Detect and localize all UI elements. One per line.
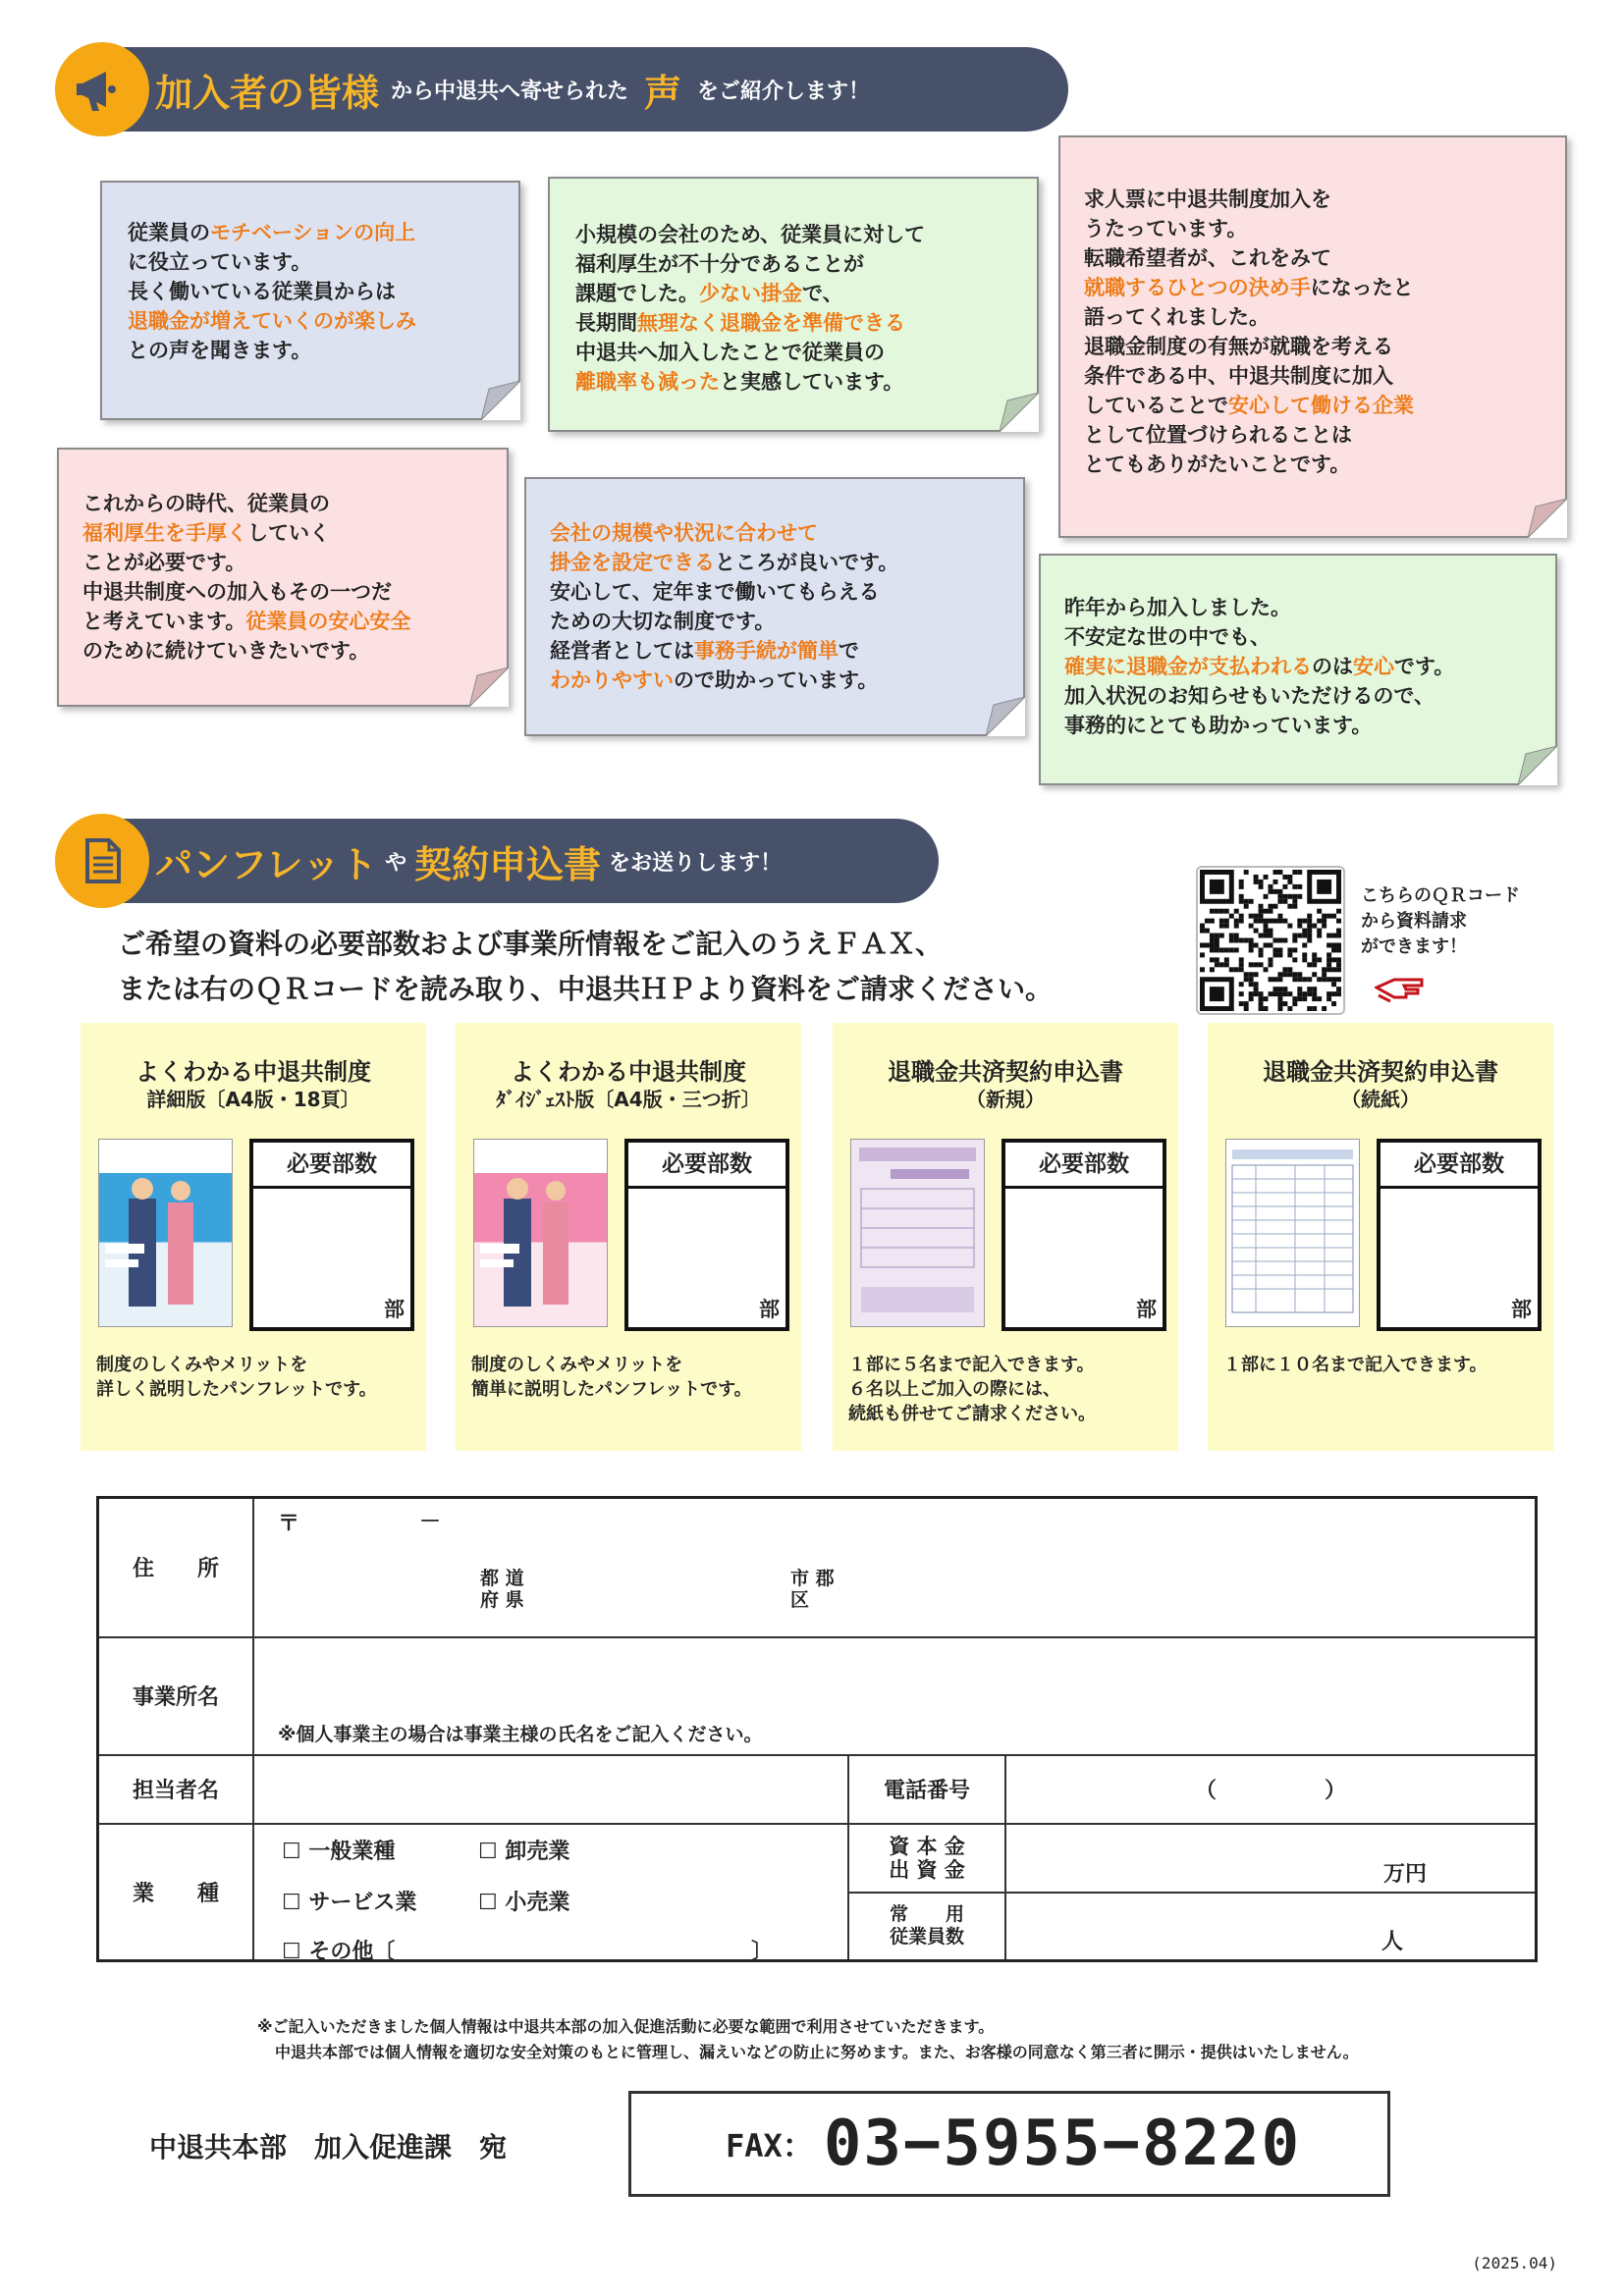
banner-title-1: パンフレット bbox=[155, 842, 378, 886]
note-highlight: 会社の規模や状況に合わせて bbox=[550, 521, 818, 545]
option-service[interactable]: ☐ サービス業 bbox=[282, 1890, 417, 1915]
card-description bbox=[1223, 1353, 1488, 1377]
quantity-unit: 部 bbox=[1136, 1298, 1157, 1321]
note-highlight: 従業員の安心安全 bbox=[245, 610, 411, 633]
quantity-field-application-new[interactable] bbox=[1001, 1139, 1166, 1331]
note-highlight: 事務手続が簡単 bbox=[694, 639, 839, 663]
note-highlight: 少ない掛金 bbox=[699, 282, 802, 305]
qr-code-image bbox=[1200, 870, 1341, 1011]
quantity-unit: 部 bbox=[759, 1298, 780, 1321]
page-fold-icon bbox=[1528, 499, 1567, 538]
note-text: です。 bbox=[1394, 655, 1455, 678]
document-icon bbox=[55, 814, 149, 908]
note-text: していることで bbox=[1084, 394, 1228, 417]
note-text: 長く働いている従業員からは bbox=[128, 280, 396, 303]
pointing-hand-icon bbox=[1375, 972, 1432, 1003]
note-text: と考えています。 bbox=[82, 610, 246, 633]
contact-label: 担当者名 bbox=[98, 1755, 254, 1824]
card-subtitle: 詳細版〔A4版・18頁〕 bbox=[146, 1088, 360, 1111]
banner-title-1: 加入者の皆様 bbox=[155, 71, 380, 115]
fax-box bbox=[628, 2091, 1390, 2197]
note-text: していく bbox=[247, 521, 330, 545]
city-suffix bbox=[790, 1568, 835, 1611]
qr-note bbox=[1361, 883, 1520, 960]
quantity-unit: 部 bbox=[384, 1298, 405, 1321]
form-thumbnail bbox=[1225, 1139, 1360, 1327]
note-text: になったと bbox=[1310, 276, 1414, 299]
quantity-label: 必要部数 bbox=[253, 1143, 410, 1189]
note-text: 不安定な世の中でも、 bbox=[1064, 625, 1271, 649]
option-label: 卸売業 bbox=[505, 1839, 570, 1864]
contact-field[interactable] bbox=[253, 1755, 848, 1824]
option-general[interactable]: ☐ 一般業種 bbox=[282, 1839, 396, 1864]
quantity-field-digest[interactable] bbox=[624, 1139, 789, 1331]
note-text: 語ってくれました。 bbox=[1084, 305, 1270, 329]
address-field[interactable] bbox=[253, 1498, 1537, 1637]
page-fold-icon bbox=[1518, 746, 1557, 785]
note-highlight: 安心して働ける企業 bbox=[1228, 394, 1414, 417]
note-text: と実感しています。 bbox=[720, 370, 904, 394]
employees-label-line: 常 用 bbox=[889, 1903, 964, 1926]
note-text: ことが必要です。 bbox=[82, 551, 246, 574]
card-title: 退職金共済契約申込書 bbox=[888, 1058, 1123, 1086]
note-text: で、 bbox=[802, 282, 843, 305]
card-title: よくわかる中退共制度 bbox=[511, 1058, 746, 1086]
desc-line: 制度のしくみやメリットを bbox=[96, 1355, 308, 1375]
note-text: 課題でした。 bbox=[575, 282, 699, 305]
note-highlight: モチベーションの向上 bbox=[210, 221, 416, 244]
quantity-field-application-continuation[interactable] bbox=[1377, 1139, 1542, 1331]
option-label: サービス業 bbox=[308, 1890, 417, 1915]
banner-title-2: 声 bbox=[644, 71, 682, 115]
pref-line: 都 道 bbox=[480, 1568, 524, 1589]
option-wholesale[interactable]: ☐ 卸売業 bbox=[478, 1839, 570, 1864]
phone-field[interactable] bbox=[1005, 1755, 1537, 1824]
desc-line: 簡単に説明したパンフレットです。 bbox=[471, 1379, 752, 1400]
phone-paren: （ ） bbox=[1194, 1779, 1346, 1803]
postal-dash: － bbox=[419, 1510, 442, 1534]
note-highlight: 離職率も減った bbox=[575, 370, 720, 394]
card-description bbox=[96, 1353, 377, 1402]
destination: 中退共本部 加入促進課 宛 bbox=[149, 2131, 508, 2163]
capital-label bbox=[848, 1824, 1005, 1893]
quantity-label: 必要部数 bbox=[1005, 1143, 1163, 1189]
privacy-note-1: ※ご記入いただきました個人情報は中退共本部の加入促進活動に必要な範囲で利用させていただきます。 bbox=[257, 2017, 995, 2036]
note-text: 条件である中、中退共制度に加入 bbox=[1084, 364, 1393, 388]
note-text: とてもありがたいことです。 bbox=[1084, 453, 1351, 476]
issue-date: (2025.04) bbox=[1472, 2254, 1557, 2272]
capital-label-line: 資 本 金 bbox=[889, 1834, 965, 1858]
card-subtitle: （続紙） bbox=[1341, 1088, 1420, 1111]
note-highlight: 掛金を設定できる bbox=[550, 551, 715, 574]
capital-label-line: 出 資 金 bbox=[889, 1857, 965, 1882]
quantity-label: 必要部数 bbox=[1380, 1143, 1538, 1189]
form-thumbnail bbox=[850, 1139, 985, 1327]
note-text: 経営者としては bbox=[550, 639, 694, 663]
qr-note-line: こちらのＱＲコード bbox=[1361, 885, 1520, 906]
note-highlight: わかりやすい bbox=[550, 668, 674, 692]
phone-label: 電話番号 bbox=[848, 1755, 1005, 1824]
city-line: 市 郡 bbox=[790, 1568, 835, 1589]
card-description bbox=[848, 1353, 1096, 1426]
desc-line: １部に５名まで記入できます。 bbox=[848, 1355, 1095, 1375]
page-fold-icon bbox=[469, 667, 509, 707]
option-other-bracket: 〕 bbox=[751, 1939, 774, 1964]
note-text: ところが良いです。 bbox=[715, 551, 899, 574]
voice-note-3 bbox=[1058, 135, 1567, 538]
banner-text-2: をご紹介します！ bbox=[697, 79, 871, 104]
fax-number[interactable]: 03−5955−8220 bbox=[823, 2108, 1302, 2180]
prefecture-suffix bbox=[480, 1568, 524, 1611]
note-highlight: 就職するひとつの決め手 bbox=[1084, 276, 1311, 299]
desc-line: 続紙も併せてご請求ください。 bbox=[848, 1404, 1096, 1424]
industry-options bbox=[253, 1824, 848, 1964]
option-label: 小売業 bbox=[505, 1890, 570, 1915]
employees-label bbox=[848, 1893, 1005, 1961]
note-text: 転職希望者が、これをみて bbox=[1084, 246, 1331, 270]
voice-note-6 bbox=[1039, 554, 1557, 785]
address-label: 住 所 bbox=[98, 1498, 254, 1637]
fax-label: FAX： bbox=[726, 2127, 814, 2164]
office-name-field[interactable] bbox=[253, 1637, 1537, 1755]
megaphone-icon bbox=[55, 42, 149, 136]
quantity-label: 必要部数 bbox=[628, 1143, 785, 1189]
note-text: との声を聞きます。 bbox=[128, 339, 312, 362]
note-text: に役立っています。 bbox=[128, 250, 312, 274]
card-description bbox=[471, 1353, 752, 1402]
note-text: として位置づけられることは bbox=[1084, 423, 1352, 447]
note-text: 中退共制度への加入もその一つだ bbox=[82, 580, 392, 604]
intro-line-1: ご希望の資料の必要部数および事業所情報をご記入のうえＦＡＸ、 bbox=[118, 928, 944, 960]
qr-code[interactable] bbox=[1196, 866, 1345, 1015]
pamphlet-card-detailed bbox=[81, 1023, 426, 1451]
banner-text-1: から中退共へ寄せられた bbox=[391, 79, 629, 104]
note-highlight: 無理なく退職金を準備できる bbox=[637, 311, 905, 335]
pamphlet-banner bbox=[57, 819, 939, 903]
desc-line: ６名以上ご加入の際には、 bbox=[848, 1379, 1060, 1400]
employees-field[interactable] bbox=[1005, 1893, 1537, 1961]
option-other[interactable]: ☐ その他〔 bbox=[282, 1939, 396, 1964]
note-text: 退職金制度の有無が就職を考える bbox=[1084, 335, 1393, 358]
office-note: ※個人事業主の場合は事業主様の氏名をご記入ください。 bbox=[278, 1723, 763, 1745]
note-text: 事務的にとても助かっています。 bbox=[1064, 714, 1373, 737]
option-label: 一般業種 bbox=[308, 1839, 396, 1864]
note-text: 中退共へ加入したことで従業員の bbox=[575, 341, 885, 364]
note-text: 長期間 bbox=[575, 311, 637, 335]
option-label: その他〔 bbox=[308, 1939, 396, 1964]
intro-line-2: または右のＱＲコードを読み取り、中退共ＨＰより資料をご請求ください。 bbox=[118, 973, 1054, 1005]
note-highlight: 確実に退職金が支払われる bbox=[1064, 655, 1312, 678]
quantity-field-detailed[interactable] bbox=[249, 1139, 414, 1331]
application-card-new bbox=[833, 1023, 1178, 1451]
note-text: 従業員の bbox=[128, 221, 210, 244]
office-info-form bbox=[96, 1496, 1538, 1962]
note-text: で bbox=[839, 639, 859, 663]
quantity-unit: 部 bbox=[1511, 1298, 1532, 1321]
privacy-note-2: 中退共本部では個人情報を適切な安全対策のもとに管理し、漏えいなどの防止に努めます。また、お客様の同意なく第三者に開示・提供はいたしません。 bbox=[275, 2043, 1359, 2061]
banner-title-2: 契約申込書 bbox=[414, 842, 602, 886]
capital-field[interactable] bbox=[1005, 1824, 1537, 1893]
page-fold-icon bbox=[986, 697, 1025, 736]
industry-label: 業 種 bbox=[98, 1824, 254, 1961]
note-text: ための大切な制度です。 bbox=[550, 610, 776, 633]
banner-text-2: をお送りします！ bbox=[609, 850, 783, 876]
postal-mark: 〒 bbox=[278, 1512, 300, 1536]
voice-note-5 bbox=[524, 477, 1025, 736]
note-text: 昨年から加入しました。 bbox=[1064, 596, 1291, 619]
card-subtitle: ﾀﾞｲｼﾞｪｽﾄ版〔A4版・三つ折〕 bbox=[496, 1088, 761, 1111]
note-text: 安心して、定年まで働いてもらえる bbox=[550, 580, 880, 604]
desc-line: １部に１０名まで記入できます。 bbox=[1223, 1355, 1488, 1375]
note-text: ので助かっています。 bbox=[674, 668, 879, 692]
pamphlet-card-digest bbox=[456, 1023, 801, 1451]
note-text: 福利厚生が不十分であることが bbox=[575, 252, 864, 276]
note-text: のために続けていきたいです。 bbox=[82, 639, 370, 663]
capital-unit: 万円 bbox=[1382, 1861, 1427, 1887]
note-text: 加入状況のお知らせもいただけるので、 bbox=[1064, 684, 1435, 708]
employees-label-line: 従業員数 bbox=[889, 1926, 964, 1949]
option-retail[interactable]: ☐ 小売業 bbox=[478, 1890, 570, 1915]
note-text: うたっています。 bbox=[1084, 217, 1248, 240]
office-name-label: 事業所名 bbox=[98, 1637, 254, 1755]
note-text: のは bbox=[1312, 655, 1353, 678]
note-text: これからの時代、従業員の bbox=[82, 492, 330, 515]
pamphlet-cover-thumbnail bbox=[473, 1139, 608, 1327]
voices-banner bbox=[57, 47, 1068, 132]
application-card-continuation bbox=[1208, 1023, 1553, 1451]
qr-note-line: から資料請求 bbox=[1361, 911, 1467, 932]
card-subtitle: （新規） bbox=[966, 1088, 1045, 1111]
employees-unit: 人 bbox=[1380, 1930, 1403, 1954]
card-title: 退職金共済契約申込書 bbox=[1263, 1058, 1498, 1086]
note-text: 小規模の会社のため、従業員に対して bbox=[575, 223, 926, 246]
pamphlet-cover-thumbnail bbox=[98, 1139, 233, 1327]
desc-line: 制度のしくみやメリットを bbox=[471, 1355, 683, 1375]
note-highlight: 退職金が増えていくのが楽しみ bbox=[128, 309, 416, 333]
banner-text-1: や bbox=[385, 850, 407, 876]
note-text: 求人票に中退共制度加入を bbox=[1084, 187, 1331, 211]
voice-note-4 bbox=[57, 448, 509, 707]
page-fold-icon bbox=[481, 381, 520, 420]
voice-note-1 bbox=[100, 181, 520, 420]
qr-note-line: ができます！ bbox=[1361, 936, 1467, 957]
note-highlight: 福利厚生を手厚く bbox=[82, 521, 247, 545]
city-line: 区 bbox=[790, 1589, 810, 1611]
note-highlight: 安心 bbox=[1353, 655, 1394, 678]
pref-line: 府 県 bbox=[480, 1589, 524, 1611]
voice-note-2 bbox=[548, 177, 1039, 432]
card-title: よくわかる中退共制度 bbox=[135, 1058, 371, 1086]
desc-line: 詳しく説明したパンフレットです。 bbox=[96, 1379, 377, 1400]
page-fold-icon bbox=[1000, 393, 1039, 432]
